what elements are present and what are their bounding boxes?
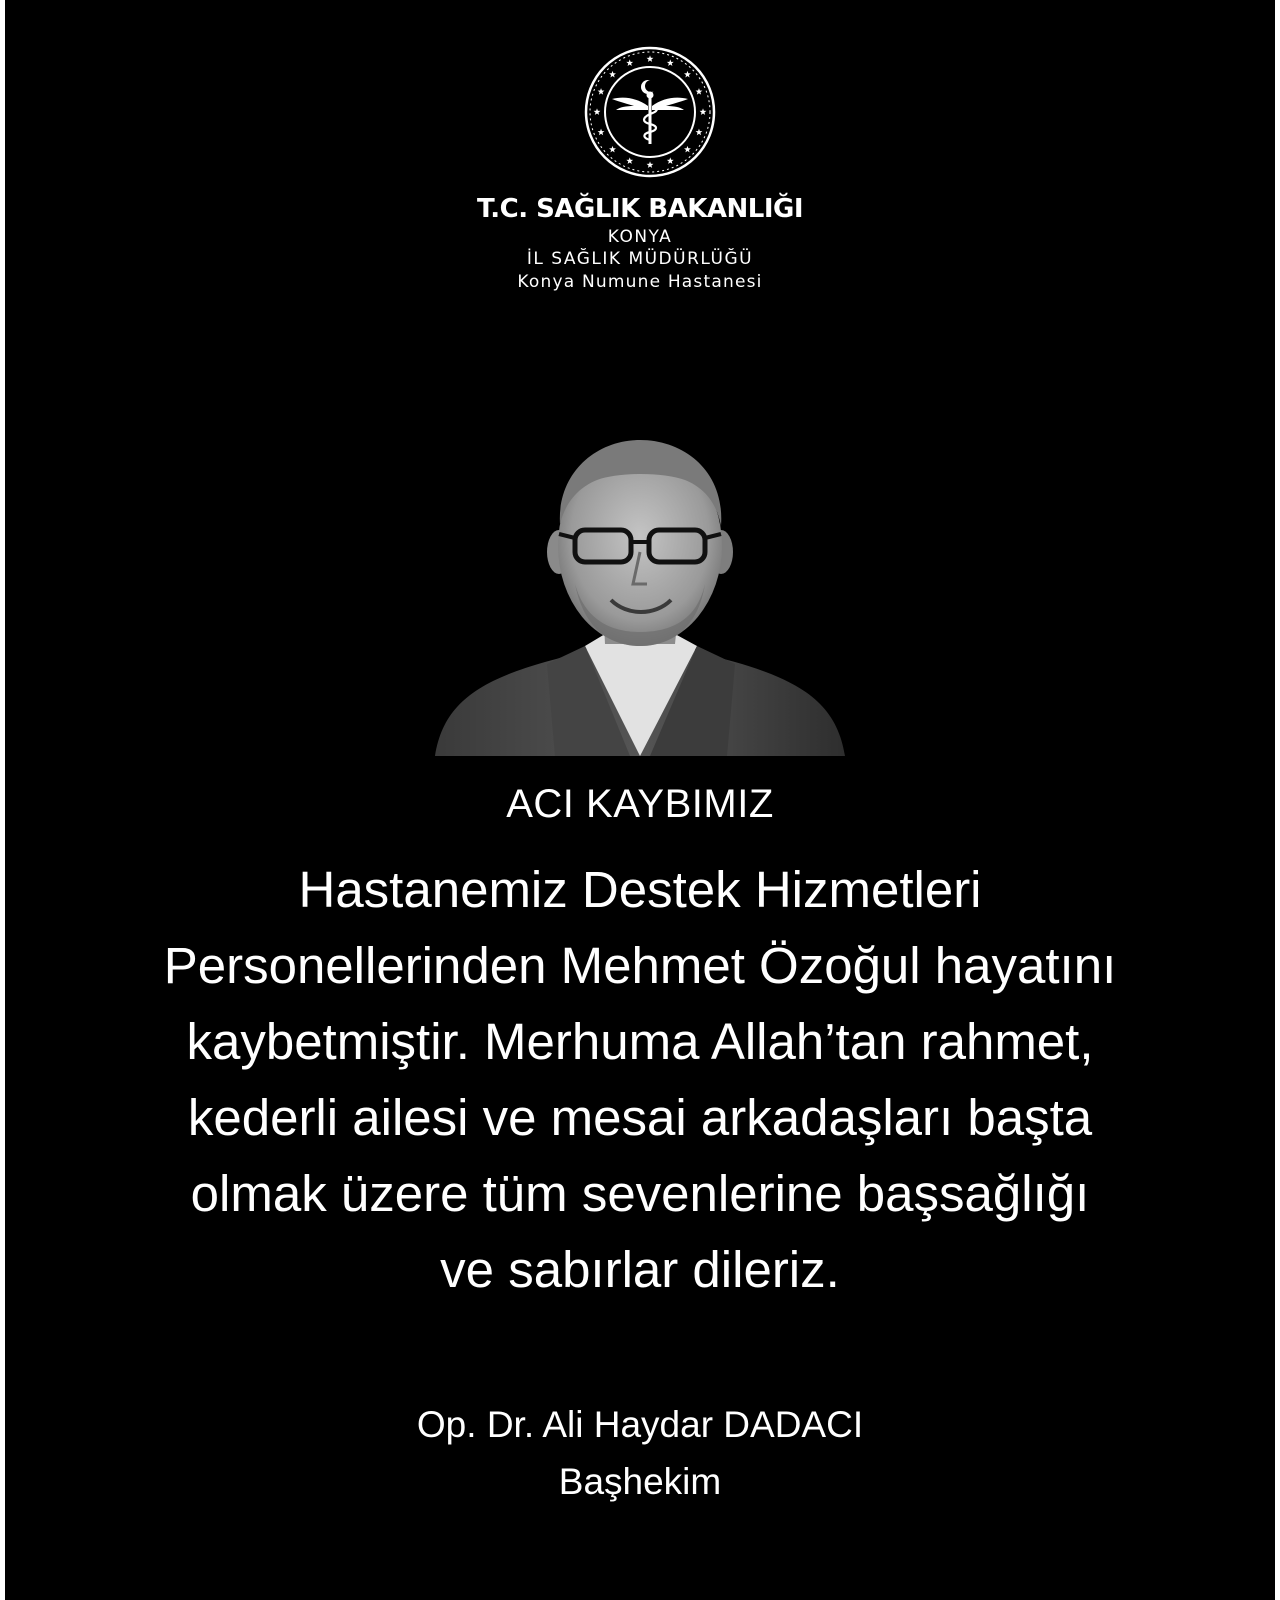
message-line: kaybetmiştir. Merhuma Allah’tan rahmet,	[186, 1013, 1094, 1070]
person-portrait-icon	[435, 434, 845, 756]
ministry-emblem-icon	[582, 44, 718, 180]
star-icon	[598, 129, 605, 136]
star-icon	[647, 55, 654, 62]
star-icon	[594, 108, 601, 115]
star-icon	[696, 129, 703, 136]
headline: ACI KAYBIMIZ	[506, 782, 774, 826]
message-line: olmak üzere tüm sevenlerine başsağlığı	[190, 1165, 1090, 1222]
star-icon	[700, 108, 707, 115]
star-icon	[667, 157, 674, 164]
message-line: ve sabırlar dileriz.	[440, 1241, 840, 1298]
message-line: Personellerinden Mehmet Özoğul hayatını	[163, 937, 1117, 994]
star-icon	[609, 71, 616, 78]
star-icon	[598, 88, 605, 95]
star-icon	[684, 71, 691, 78]
condolence-card	[5, 0, 1275, 1600]
condolence-message	[85, 852, 1195, 1308]
ministry-title: T.C. SAĞLIK BAKANLIĞI	[476, 194, 804, 224]
message-line: kederli ailesi ve mesai arkadaşları başta	[187, 1089, 1093, 1146]
directorate-name: İL SAĞLIK MÜDÜRLÜĞÜ	[526, 249, 754, 269]
star-icon	[647, 161, 654, 168]
star-icon	[626, 157, 633, 164]
star-icon	[609, 146, 616, 153]
star-icon	[696, 88, 703, 95]
message-line: Hastanemiz Destek Hizmetleri	[298, 861, 982, 918]
signatory-title: Başhekim	[558, 1461, 722, 1502]
city-name: KONYA	[607, 227, 673, 247]
star-icon	[684, 146, 691, 153]
star-icon	[667, 59, 674, 66]
star-icon	[626, 59, 633, 66]
hospital-name: Konya Numune Hastanesi	[517, 272, 763, 292]
signatory-name: Op. Dr. Ali Haydar DADACI	[416, 1404, 864, 1445]
